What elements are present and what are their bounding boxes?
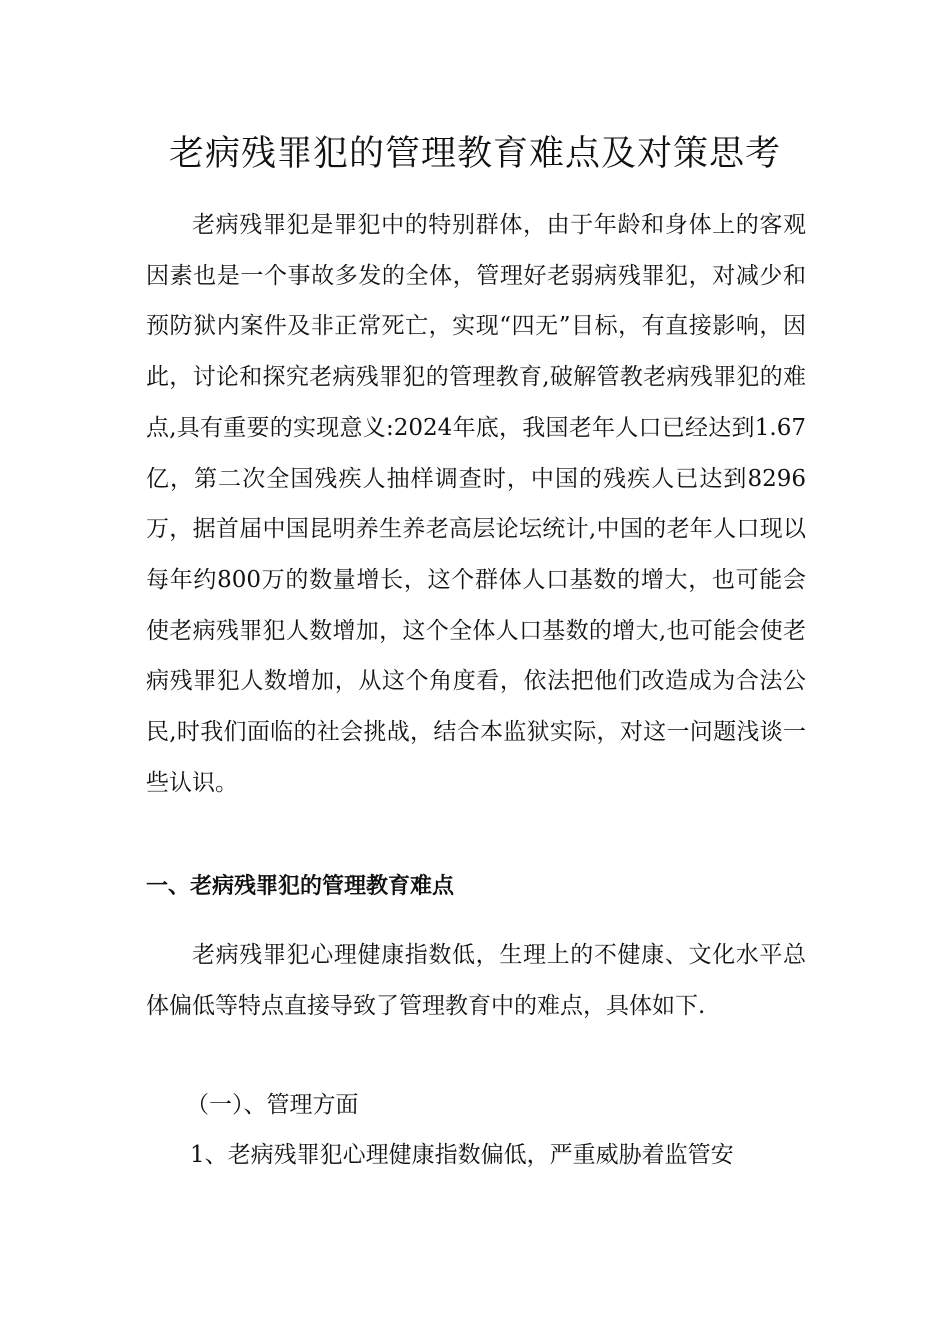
document-title: 老病残罪犯的管理教育难点及对策思考 [168, 134, 781, 174]
section-heading-1: 一、老病残罪犯的管理教育难点 [146, 874, 455, 899]
list-item-1: 1、老病残罪犯心理健康指数偏低，严重威胁着监管安 [190, 1142, 734, 1168]
intro-paragraph: 老病残罪犯是罪犯中的特别群体，由于年龄和身体上的客观因素也是一个事故多发的全体，管理好老弱病残罪犯，对减少和预防狱内案件及非正常死亡，实现“四无”目标，有直接影响，因此，讨论和探究老病残罪犯的管理教育,破解管教老病残罪犯的难点,具有重要的实现意义:2024年底，我国老年人口已经达到1.67亿，第二次全国残疾人抽样调查时，中国的残疾人已达到8296万，据首届中国昆明养生养老高层论坛统计,中国的老年人口现以每年约800万的数量增长，这个群体人口基数的增大，也可能会使老病残罪犯人数增加，这个全体人口基数的增大,也可能会使老病残罪犯人数增加，从这个角度看，依法把他们改造成为合法公民,时我们面临的社会挑战，结合本监狱实际，对这一问题浅谈一些认识。 [146, 212, 806, 796]
section-paragraph-1: 老病残罪犯心理健康指数低，生理上的不健康、文化水平总体偏低等特点直接导致了管理教育中的难点，具体如下. [146, 942, 806, 1019]
subsection-heading-management: （一）、管理方面 [186, 1092, 359, 1118]
